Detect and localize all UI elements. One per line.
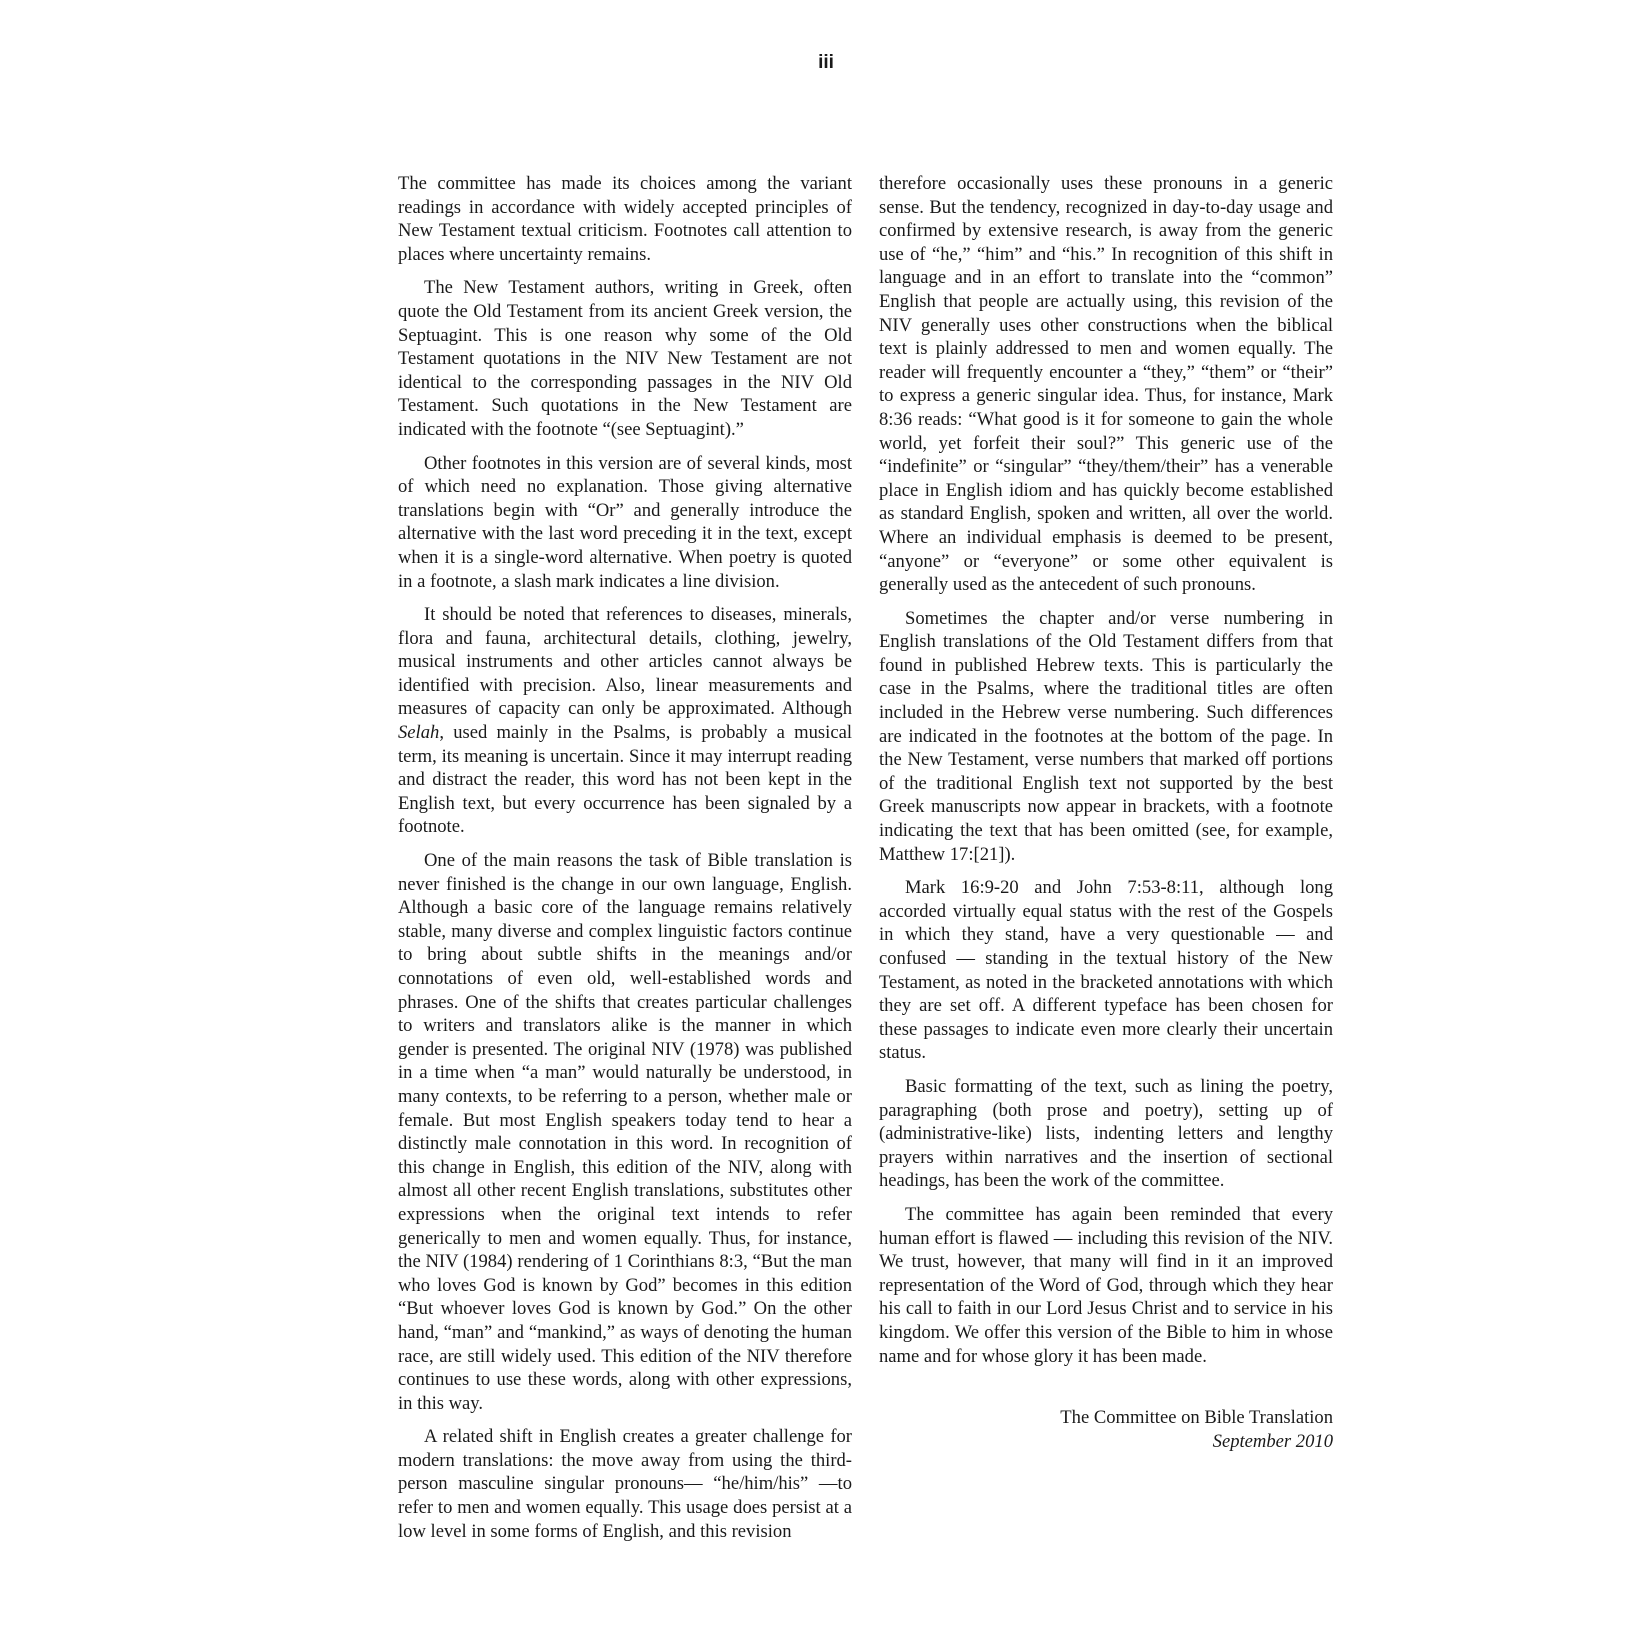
paragraph-pronouns: A related shift in English creates a greater challenge for modern translations: the move away from using the third-person masculine singular pronouns— “he/him/his” —to refer to men and women equally. This usage does persist at a low level in some forms of English, and this revision: [398, 1426, 852, 1542]
paragraph-verse-numbering: Sometimes the chapter and/or verse numbering in English translations of the Old Testament differs from that found in published Hebrew texts. This is particularly the case in the Psalms, where the traditional titles are often included in the Hebrew verse numbering. Such differences are indicated in the footnotes at the bottom of the page. In the New Testament, verse numbers that marked off portions of the traditional English text not supported by the best Greek manuscripts now appear in brackets, with a footnote indicating the text that has been omitted (see, for example, Matthew 17:[21]).: [879, 607, 1333, 865]
paragraph-precision-part2: , used mainly in the Psalms, is probably a musical term, its meaning is uncertain. Since it may interrupt reading and distract the reader, this word has not been kept in the English text, but every occurrence has been signaled by a footnote.: [398, 722, 852, 838]
paragraph-mark-john: Mark 16:9-20 and John 7:53-8:11, although long accorded virtually equal status with the rest of the Gospels in which they stand, have a very questionable — and confused — standing in the textual history of the New Testament, as noted in the bracketed annotations with which they are set off. A different typeface has been chosen for these passages to indicate even more clearly their uncertain status.: [879, 877, 1333, 1064]
signature-name: The Committee on Bible Translation: [1060, 1407, 1333, 1429]
paragraph-formatting: Basic formatting of the text, such as lining the poetry, paragraphing (both prose and poetry), setting up of (administrative-like) lists, indenting letters and lengthy prayers within narratives and the insertion of sectional headings, has been the work of the committee.: [879, 1075, 1333, 1192]
paragraph-pronouns-continued: therefore occasionally uses these pronouns in a generic sense. But the tendency, recognized in day-to-day usage and confirmed by extensive research, is away from the generic use of “he,” “him” and “his.” In recognition of this shift in language and in an effort to translate into the “common” English that people are actually using, this revision of the NIV generally uses other constructions when the biblical text is plainly addressed to men and women equally. The reader will frequently encounter a “they,” “them” or “their” to express a generic singular idea. Thus, for instance, Mark 8:36 reads: “What good is it for someone to gain the whole world, yet forfeit their soul?” This generic use of the “indefinite” or “singular” “they/them/their” has a venerable place in English idiom and has quickly become established as standard English, spoken and written, all over the world. Where an individual emphasis is deemed to be present, “anyone” or “everyone” or some other equivalent is generally used as the antecedent of such pronouns.: [879, 173, 1333, 596]
signature-date: September 2010: [1212, 1430, 1333, 1452]
paragraph-septuagint: The New Testament authors, writing in Greek, often quote the Old Testament from its ancient Greek version, the Septuagint. This is one reason why some of the Old Testament quotations in the NIV New Testament are not identical to the corresponding passages in the NIV Old Testament. Such quotations in the New Testament are indicated with the footnote “(see Septuagint).”: [398, 277, 852, 440]
left-column: [398, 172, 852, 1543]
paragraph-variant-readings: The committee has made its choices among the variant readings in accordance with widely accepted principles of New Testament textual criticism. Footnotes call attention to places where uncertainty remains.: [398, 173, 852, 265]
paragraph-closing: The committee has again been reminded that every human effort is flawed — including this revision of the NIV. We trust, however, that many will find in it an improved representation of the Word of God, through which they hear his call to faith in our Lord Jesus Christ and to service in his kingdom. We offer this version of the Bible to him in whose name and for whose glory it has been made.: [879, 1203, 1333, 1367]
paragraph-footnotes: Other footnotes in this version are of several kinds, most of which need no explanation. Those giving alternative translations begin with “Or” and generally introduce the alternative with the last word preceding it in the text, except when it is a single-word alternative. When poetry is quoted in a footnote, a slash mark indicates a line division.: [398, 452, 852, 592]
page-number: iii: [818, 52, 834, 73]
paragraph-language-change: One of the main reasons the task of Bible translation is never finished is the change in our own language, English. Although a basic core of the language remains relatively stable, many diverse and complex linguistic factors continue to bring about subtle shifts in the meanings and/or connotations of even old, well-established words and phrases. One of the shifts that creates particular challenges to writers and translators alike is the manner in which gender is presented. The original NIV (1978) was published in a time when “a man” would naturally be understood, in many contexts, to be referring to a person, whether male or female. But most English speakers today tend to hear a distinctly male connotation in this word. In recognition of this change in English, this edition of the NIV, along with almost all other recent English translations, substitutes other expressions when the original text intends to refer generically to men and women equally. Thus, for instance, the NIV (1984) rendering of 1 Corinthians 8:3, “But the man who loves God is known by God” becomes in this edition “But whoever loves God is known by God.” On the other hand, “man” and “mankind,” as ways of denoting the human race, are still widely used. This edition of the NIV therefore continues to use these words, along with other expressions, in this way.: [398, 850, 852, 1414]
signature-block: [879, 1406, 1333, 1453]
paragraph-precision-part1: It should be noted that references to diseases, minerals, flora and fauna, architectural details, clothing, jewelry, musical instruments and other articles cannot always be identified with precision. Also, linear measurements and measures of capacity can only be approximated. Although: [398, 604, 852, 720]
paragraph-precision: [398, 603, 852, 839]
selah-term: Selah: [398, 722, 440, 744]
right-column: [879, 172, 1333, 1453]
